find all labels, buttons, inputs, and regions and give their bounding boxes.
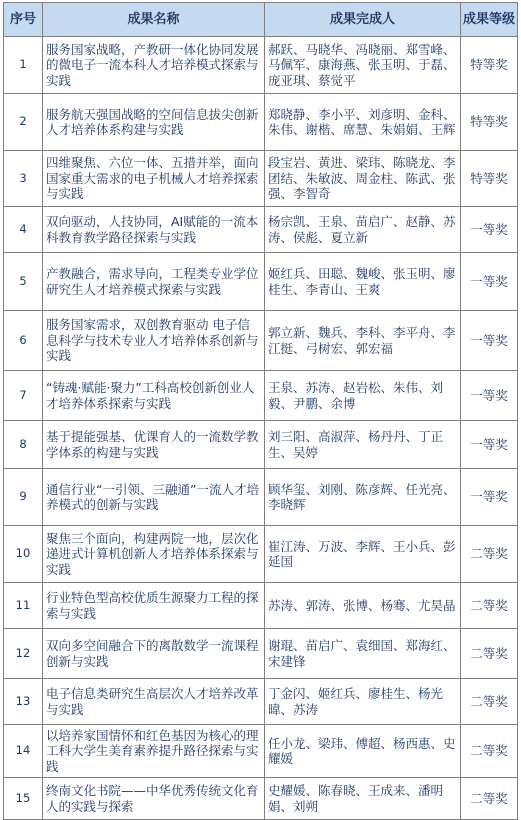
row-achievement-name: “铸魂·赋能·聚力”工科高校创新创业人才培养体系探索与实践 [43, 371, 265, 421]
row-index: 15 [4, 778, 43, 820]
header-contributors: 成果完成人 [265, 3, 461, 37]
row-contributors: 郝跃、马晓华、冯晓丽、郑雪峰、马佩军、康海燕、张玉明、于磊、庞亚琪、蔡觉平 [265, 37, 461, 94]
row-index: 7 [4, 371, 43, 421]
table-row [4, 583, 518, 629]
row-index: 2 [4, 94, 43, 151]
row-grade: 一等奖 [461, 469, 518, 526]
row-grade: 一等奖 [461, 253, 518, 311]
row-contributors: 苏涛、郭涛、张博、杨骞、尤昊晶 [265, 583, 461, 629]
table-row [4, 253, 518, 311]
row-achievement-name: 服务国家战略，产教研一体化协同发展的微电子一流本科人才培养模式探索与实践 [43, 37, 265, 94]
row-index: 6 [4, 311, 43, 371]
row-grade: 特等奖 [461, 37, 518, 94]
row-achievement-name: 服务国家需求，双创教育驱动 电子信息科学与技术专业人才培养体系创新与实践 [43, 311, 265, 371]
row-contributors: 刘三阳、高淑萍、杨丹丹、丁正生、吴婷 [265, 421, 461, 469]
table-row [4, 629, 518, 679]
header-achievement-name: 成果名称 [43, 3, 265, 37]
row-contributors: 崔江涛、万波、李辉、王小兵、彭延国 [265, 526, 461, 583]
row-grade: 特等奖 [461, 151, 518, 207]
row-achievement-name: 通信行业“一引领、三融通”一流人才培养模式的创新与实践 [43, 469, 265, 526]
row-contributors: 姬红兵、田聪、魏峻、张玉明、廖桂生、李青山、王爽 [265, 253, 461, 311]
table-row [4, 526, 518, 583]
table-row [4, 679, 518, 725]
row-grade: 一等奖 [461, 421, 518, 469]
row-contributors: 任小龙、梁玮、傅超、杨西惠、史耀媛 [265, 725, 461, 778]
row-grade: 二等奖 [461, 679, 518, 725]
header-grade: 成果等级 [461, 3, 518, 37]
row-index: 8 [4, 421, 43, 469]
table-row [4, 37, 518, 94]
row-contributors: 谢琨、苗启广、袁细国、郑海红、宋建锋 [265, 629, 461, 679]
row-index: 5 [4, 253, 43, 311]
row-index: 10 [4, 526, 43, 583]
table-row [4, 311, 518, 371]
row-contributors: 顾华玺、刘刚、陈彦辉、任光亮、李晓辉 [265, 469, 461, 526]
row-grade: 二等奖 [461, 583, 518, 629]
row-index: 3 [4, 151, 43, 207]
table-header-row [4, 3, 518, 37]
row-contributors: 段宝岩、黄进、梁玮、陈晓龙、李团结、朱敏波、周金柱、陈武、张强、李智奇 [265, 151, 461, 207]
row-grade: 二等奖 [461, 725, 518, 778]
row-index: 14 [4, 725, 43, 778]
row-grade: 特等奖 [461, 94, 518, 151]
row-contributors: 杨宗凯、王泉、苗启广、赵静、苏涛、侯彪、夏立新 [265, 207, 461, 253]
row-grade: 二等奖 [461, 526, 518, 583]
table-row [4, 725, 518, 778]
table-row [4, 371, 518, 421]
row-achievement-name: 聚焦三个面向，构建两院一地，层次化递进式计算机创新人才培养体系探索与实践 [43, 526, 265, 583]
row-achievement-name: 行业特色型高校优质生源聚力工程的探索与实践 [43, 583, 265, 629]
table-row [4, 778, 518, 820]
row-achievement-name: 服务航天强国战略的空间信息拔尖创新人才培养体系构建与实践 [43, 94, 265, 151]
table-row [4, 421, 518, 469]
row-contributors: 郭立新、魏兵、李科、李平舟、李江挺、弓树宏、郭宏福 [265, 311, 461, 371]
row-achievement-name: 双向驱动，人技协同，AI赋能的一流本科教育教学路径探索与实践 [43, 207, 265, 253]
table-row [4, 151, 518, 207]
row-contributors: 史耀媛、陈春晓、王成来、潘明娟、刘朔 [265, 778, 461, 820]
row-achievement-name: 产教融合，需求导向，工程类专业学位研究生人才培养模式探索与实践 [43, 253, 265, 311]
table-row [4, 469, 518, 526]
row-achievement-name: 电子信息类研究生高层次人才培养改革与实践 [43, 679, 265, 725]
row-index: 11 [4, 583, 43, 629]
row-achievement-name: 以培养家国情怀和红色基因为核心的理工科大学生美育素养提升路径探索与实践 [43, 725, 265, 778]
row-index: 9 [4, 469, 43, 526]
row-index: 1 [4, 37, 43, 94]
row-grade: 二等奖 [461, 778, 518, 820]
row-achievement-name: 四维聚焦、六位一体、五措并举，面向国家重大需求的电子机械人才培养探索与实践 [43, 151, 265, 207]
row-contributors: 郑晓静、李小平、刘彦明、金科、朱伟、谢楷、席慧、朱娟娟、王辉 [265, 94, 461, 151]
row-achievement-name: 终南文化书院——中华优秀传统文化育人的实践与探索 [43, 778, 265, 820]
row-grade: 一等奖 [461, 207, 518, 253]
row-index: 4 [4, 207, 43, 253]
awards-table [3, 2, 518, 820]
row-grade: 一等奖 [461, 311, 518, 371]
table-row [4, 94, 518, 151]
row-index: 12 [4, 629, 43, 679]
row-grade: 一等奖 [461, 371, 518, 421]
row-index: 13 [4, 679, 43, 725]
row-achievement-name: 双向多空间融合下的离散数学一流课程创新与实践 [43, 629, 265, 679]
row-contributors: 丁金闪、姬红兵、廖桂生、杨光暐、苏涛 [265, 679, 461, 725]
table-row [4, 207, 518, 253]
header-index: 序号 [4, 3, 43, 37]
row-contributors: 王泉、苏涛、赵岩松、朱伟、刘毅、尹鹏、余博 [265, 371, 461, 421]
row-grade: 二等奖 [461, 629, 518, 679]
row-achievement-name: 基于提能强基、优课育人的一流数学教学体系的构建与实践 [43, 421, 265, 469]
